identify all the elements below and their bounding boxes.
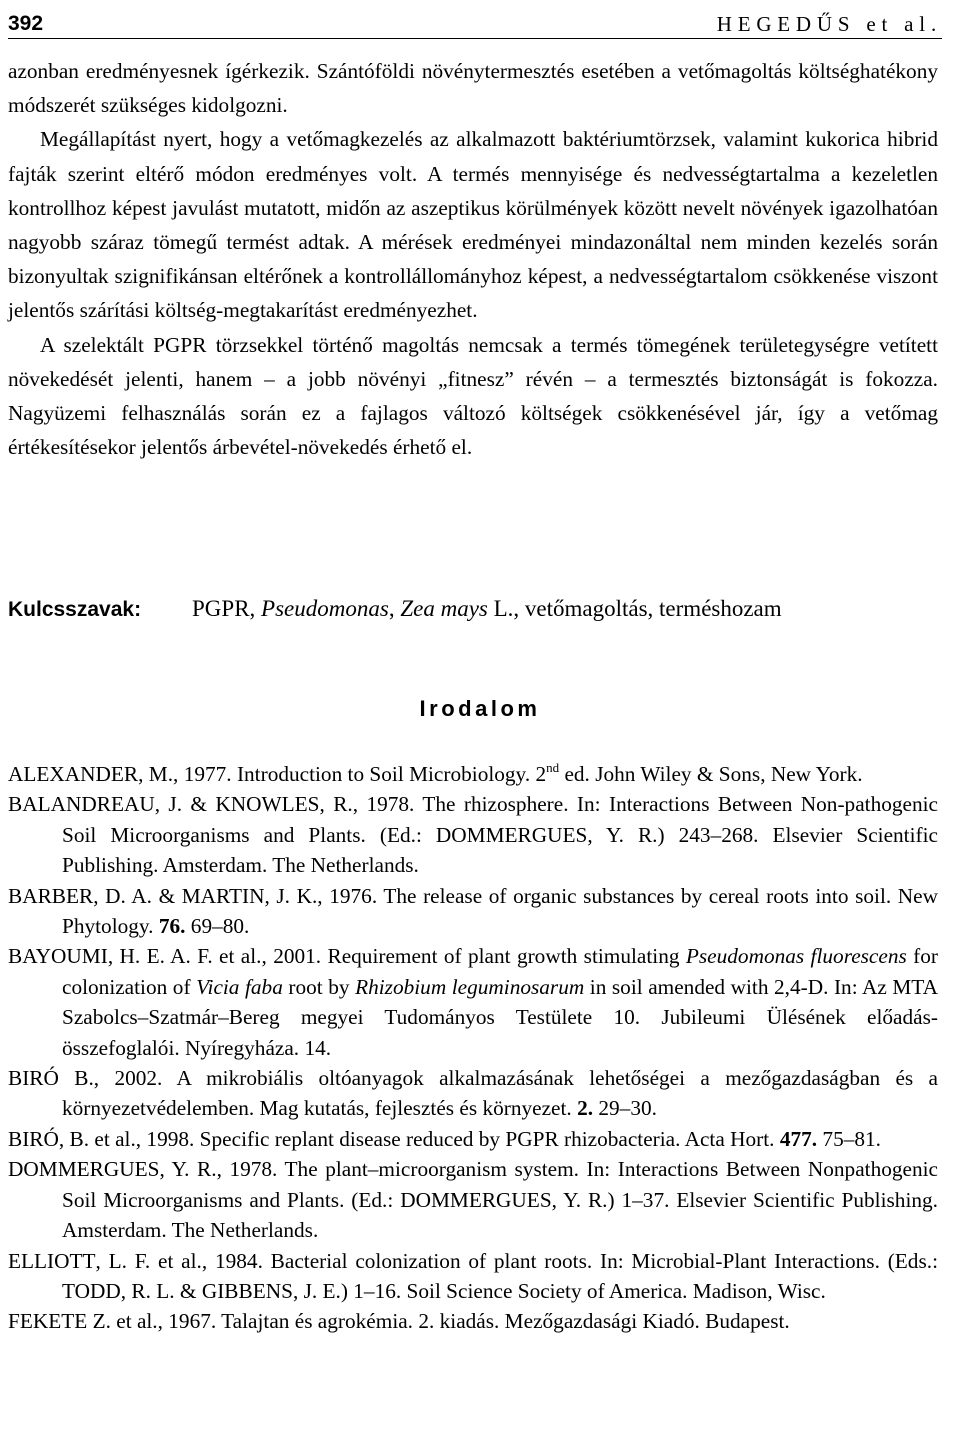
reference-item xyxy=(8,1306,938,1336)
ref-text: , Y. R., 1978. The plant–microorganism system. In: Interactions Between Nonpathogenic Soil Microorganisms and Plants. (Ed.: xyxy=(62,1157,938,1212)
keyword-italic: Pseudomonas xyxy=(261,596,389,621)
reference-item xyxy=(8,789,938,880)
keyword-text: PGPR, xyxy=(192,596,262,621)
ref-text: , M., 1977. Introduction to Soil Microbiology. 2 xyxy=(138,762,547,786)
reference-item xyxy=(8,1246,938,1307)
species-name: Vicia faba xyxy=(196,974,283,999)
author: DOMMERGUES xyxy=(8,1157,160,1182)
ref-text: , J. & xyxy=(154,792,216,817)
ref-text: , B. et al., 1998. Specific replant disease reduced by PGPR rhizobacteria. Acta Hort. xyxy=(58,1126,780,1151)
ref-text: , H. E. A. F. et al., 2001. Requirement of plant growth stimulating xyxy=(107,944,686,969)
ref-text: B., 2002. A mikrobiális oltóanyagok alkalmazásának lehetőségei a mezőgazdaságban és a környezetvédelemben. Mag kutatás, fejlesztés és környezet. xyxy=(58,1066,938,1121)
reference-item xyxy=(8,759,938,789)
ref-text: ed. John Wiley & Sons, New York. xyxy=(559,762,863,786)
author: KNOWLES xyxy=(215,792,320,817)
ref-text: , Y. R.) 243–268. Elsevier Scientific Publishing. Amsterdam. The Netherlands. xyxy=(62,822,938,878)
superscript: nd xyxy=(546,760,560,775)
reference-item xyxy=(8,1063,938,1124)
running-title: HEGEDŰS et al. xyxy=(716,12,942,36)
ref-text: in soil amended with 2,4-D. In: Az MTA Szabolcs–Szatmár–Bereg megyei Tudományos Testülete 10. Jubileumi Ülésének előadás-összefoglalói. Nyíregyháza. 14. xyxy=(62,974,938,1060)
ref-text: , R. L. & xyxy=(120,1278,202,1303)
author: BARBER xyxy=(8,883,94,908)
reference-item xyxy=(8,1154,938,1245)
ref-text: 29–30. xyxy=(593,1096,657,1121)
ref-text: 75–81. xyxy=(817,1126,881,1151)
author: BIRÓ xyxy=(8,1066,59,1091)
author: MARTIN xyxy=(181,883,265,908)
ref-text: , D. A. & xyxy=(93,883,182,908)
author: ELLIOTT xyxy=(8,1248,96,1273)
author: ALEXANDER xyxy=(8,762,139,786)
ref-text: , Y. R.) 1–37. Elsevier Scientific Publishing. Amsterdam. The Netherlands. xyxy=(62,1187,938,1243)
references-heading: Irodalom xyxy=(419,696,541,721)
keyword-italic: Zea mays xyxy=(400,596,488,621)
reference-item xyxy=(8,1124,938,1154)
page-number: 392 xyxy=(8,12,44,35)
author: FEKETE xyxy=(8,1309,88,1334)
keyword-text: , xyxy=(388,596,401,621)
keyword-text: L., vetőmagoltás, terméshozam xyxy=(487,596,782,621)
keywords-label: Kulcsszavak: xyxy=(8,598,142,621)
paragraph: A szelektált PGPR törzsekkel történő magoltás nemcsak a termés tömegének területegységre vetített növekedését jelenti, hanem – a jobb növényi „fitnesz” révén – a termesztés biztonságát is fokozza. Nagyüzemi felhasználás során ez a fajlagos változó költségek csökkenésével jár, így a vetőmag értékesítésekor jelentős árbevétel-növekedés érhető el. xyxy=(8,332,938,460)
volume: 76. xyxy=(158,914,186,939)
reference-list xyxy=(8,759,938,1337)
page-header xyxy=(8,4,942,39)
ref-text: Z. et al., 1967. Talajtan és agrokémia. 2. kiadás. Mezőgazdasági Kiadó. Budapest. xyxy=(87,1309,790,1334)
body-text xyxy=(8,54,938,464)
keywords xyxy=(8,592,782,627)
author: DOMMERGUES xyxy=(435,822,588,847)
paragraph: azonban eredményesnek ígérkezik. Szántóföldi növénytermesztés esetében a vetőmagoltás költséghatékony módszerét szükséges kidolgozni. xyxy=(8,59,938,118)
author: GIBBENS xyxy=(201,1278,293,1303)
ref-text: for colonization of xyxy=(62,944,938,999)
reference-item xyxy=(8,881,938,942)
species-name: Pseudomonas fluorescens xyxy=(685,944,907,969)
author: BALANDREAU xyxy=(8,792,155,817)
author: BAYOUMI xyxy=(8,944,108,969)
ref-text: 69–80. xyxy=(185,914,250,939)
volume: 477. xyxy=(779,1126,818,1151)
volume: 2. xyxy=(577,1096,594,1121)
ref-text: , R., 1978. The rhizosphere. In: Interactions Between Non-pathogenic Soil Microorganisms and Plants. (Ed.: xyxy=(62,792,938,847)
reference-item xyxy=(8,941,938,1063)
paragraph: Megállapítást nyert, hogy a vetőmagkezelés az alkalmazott baktériumtörzsek, valamint kukorica hibrid fajták szerint eltérő módon eredményes volt. A termés mennyisége és nedvességtartalma a kezeletlen kontrollhoz képest javulást mutatott, midőn az aszeptikus körülmények között nevelt növények igazolhatóan nagyobb száraz tömegű termést adtak. A mérések eredményei mindazonáltal nem minden kezelés során bizonyultak szignifikánsan eltérőnek a kontrollállományhoz képest, a nedvességtartalom csökkenése viszont jelentős szárítási költség-megtakarítást eredményezhet. xyxy=(8,127,938,323)
ref-text: , J. K., 1976. The release of organic substances by cereal roots into soil. New Phytology. xyxy=(62,883,938,939)
ref-text: root by xyxy=(282,974,356,999)
ref-text: , L. F. et al., 1984. Bacterial colonization of plant roots. In: Microbial-Plant Interactions. (Eds.: xyxy=(95,1248,938,1273)
author: BIRÓ xyxy=(8,1126,59,1151)
ref-text: , J. E.) 1–16. Soil Science Society of America. Madison, Wisc. xyxy=(292,1278,826,1303)
author: DOMMERGUES xyxy=(400,1187,552,1212)
species-name: Rhizobium leguminosarum xyxy=(355,974,585,999)
author: TODD xyxy=(62,1278,121,1303)
